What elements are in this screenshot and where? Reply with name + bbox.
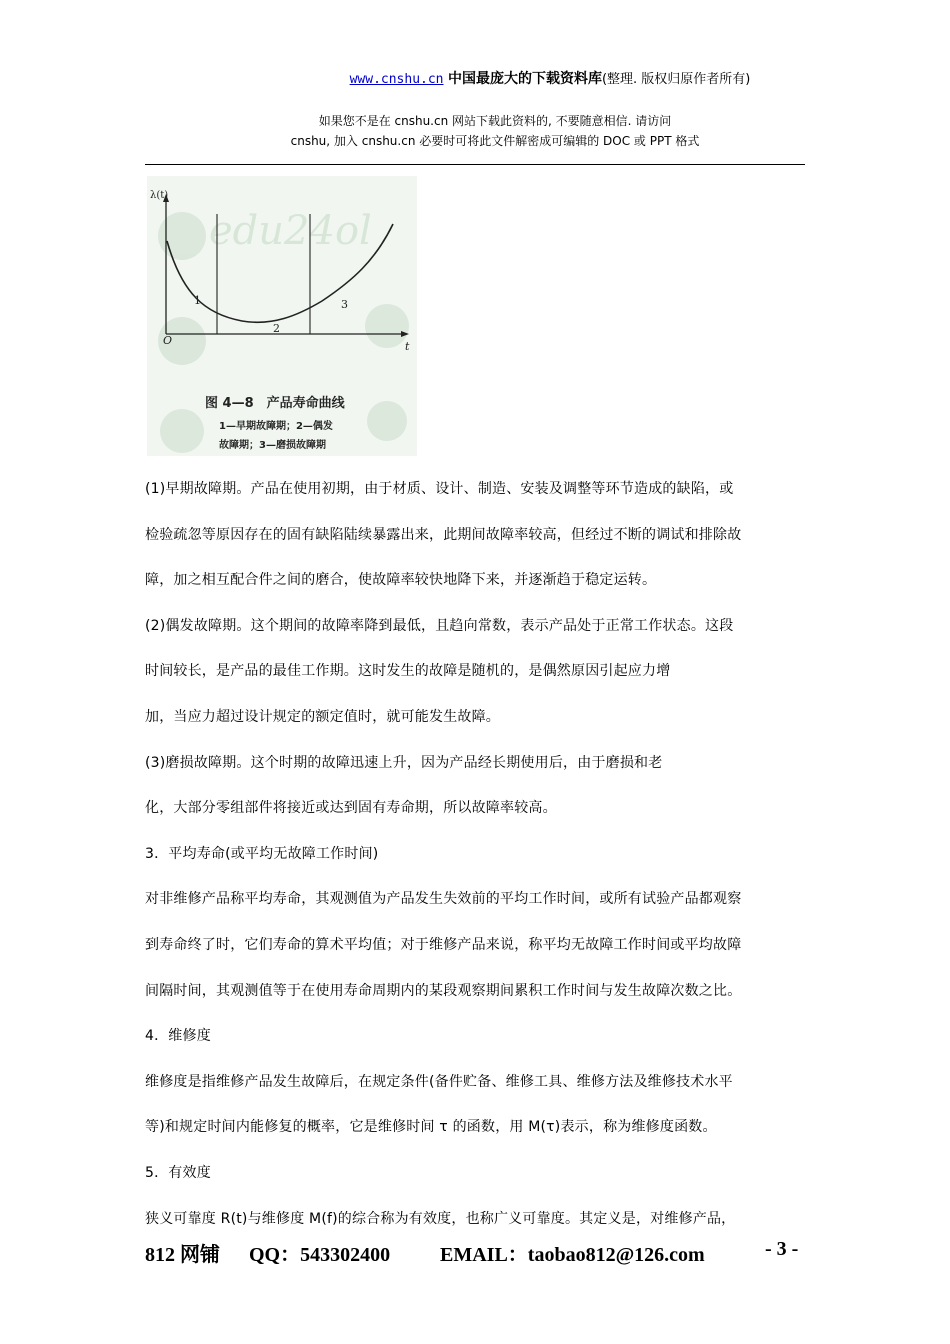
site-link[interactable]: www.cnshu.cn (349, 72, 444, 87)
region-label-3: 3 (341, 298, 348, 311)
section-heading-maintainability: 4．维修度 (145, 1028, 211, 1045)
watermark-text: edu24ol (209, 208, 372, 254)
paragraph-line: 检验疏忽等原因存在的固有缺陷陆续暴露出来，此期间故障率较高，但经过不断的调试和排除故 (145, 526, 742, 543)
header-notice (190, 111, 800, 151)
x-axis-label: t (405, 340, 410, 353)
page-number: - 3 - (765, 1238, 799, 1260)
header-title-bold: 中国最庞大的下载资料库 (447, 71, 602, 87)
y-axis-label: λ(t) (150, 190, 169, 201)
product-life-curve-figure (147, 176, 417, 456)
figure-legend-line-1: 1—早期故障期；2—偶发 (219, 421, 333, 432)
paragraph-line: 等)和规定时间内能修复的概率，它是维修时间 τ 的函数，用 M(τ)表示，称为维修度函数。 (145, 1119, 717, 1136)
paragraph-line: (1)早期故障期。产品在使用初期，由于材质、设计、制造、安装及调整等环节造成的缺陷，或 (145, 481, 734, 497)
paragraph-line: 时间较长，是产品的最佳工作期。这时发生的故障是随机的，是偶然原因引起应力增 (145, 663, 671, 680)
paragraph-line: (3)磨损故障期。这个时期的故障迅速上升，因为产品经长期使用后，由于磨损和老 (145, 754, 663, 771)
paragraph-line: (2)偶发故障期。这个期间的故障率降到最低，且趋向常数，表示产品处于正常工作状态。这段 (145, 617, 734, 634)
life-curve-image (147, 176, 417, 456)
origin-label: O (163, 334, 173, 347)
footer-qq: QQ：543302400 (249, 1244, 391, 1266)
header-title-rest: (整理. 版权归原作者所有) (601, 72, 751, 87)
section-heading-availability: 5．有效度 (145, 1164, 211, 1181)
header-notice-line-1: 如果您不是在 cnshu.cn 网站下载此资料的, 不要随意相信. 请访问 (318, 114, 672, 128)
paragraph-line: 加，当应力超过设计规定的额定值时，就可能发生故障。 (145, 708, 500, 725)
footer-shop-name: 812 网铺 (145, 1244, 220, 1266)
header-divider (145, 164, 805, 165)
paragraph-line: 间隔时间，其观测值等于在使用寿命周期内的某段观察期间累积工作时间与发生故障次数之比。 (145, 982, 742, 999)
page-footer (145, 1238, 807, 1266)
region-label-1: 1 (194, 294, 201, 307)
paragraph-line: 维修度是指维修产品发生故障后，在规定条件(备件贮备、维修工具、维修方法及维修技术水平 (145, 1073, 733, 1090)
figure-legend-line-2: 故障期；3—磨损故障期 (219, 440, 326, 451)
section-heading-mtbf: 3．平均寿命(或平均无故障工作时间) (145, 845, 379, 862)
footer-email: EMAIL：taobao812@126.com (440, 1244, 705, 1266)
paragraph-line: 对非维修产品称平均寿命，其观测值为产品发生失效前的平均工作时间，或所有试验产品都观察 (145, 891, 742, 908)
figure-caption: 图 4—8 产品寿命曲线 (205, 396, 345, 411)
paragraph-line: 到寿命终了时，它们寿命的算术平均值；对于维修产品来说，称平均无故障工作时间或平均故障 (145, 936, 742, 953)
paragraph-line: 化，大部分零组部件将接近或达到固有寿命期，所以故障率较高。 (145, 800, 557, 817)
region-label-2: 2 (273, 322, 280, 335)
header-notice-line-2: cnshu, 加入 cnshu.cn 必要时可将此文件解密成可编辑的 DOC 或 PPT 格式 (290, 134, 700, 148)
paragraph-line: 障，加之相互配合件之间的磨合，使故障率较快地降下来，并逐渐趋于稳定运转。 (145, 572, 657, 589)
header-title-line (300, 70, 800, 89)
paragraph-line: 狭义可靠度 R(t)与维修度 M(f)的综合称为有效度，也称广义可靠度。其定义是，对维修产品， (145, 1210, 736, 1227)
body-text (145, 478, 807, 1253)
